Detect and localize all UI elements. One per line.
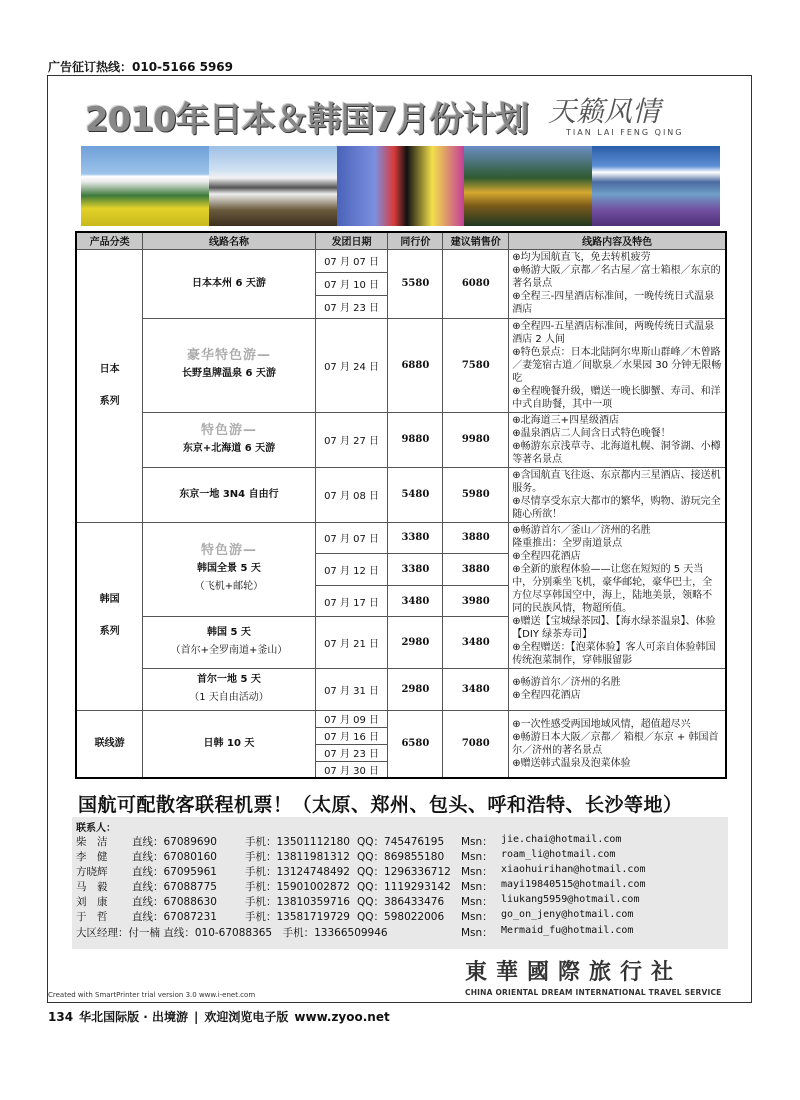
category-combo: 联线游 (76, 710, 143, 778)
contact-msn-label: Msn： (461, 836, 493, 848)
feature-line: ⊕畅游东京浅草寺、北海道札幌、洞爷湖、小樽等著名景点 (512, 440, 721, 465)
feature-line: ⊕一次性感受两国地域风情，超值超尽兴 (512, 718, 691, 730)
printer-credit: Created with SmartPrinter trial version 3.0 www.i-enet.com (48, 991, 256, 999)
depart-date: 07 月 12 日 (315, 554, 388, 586)
depart-date: 07 月 21 日 (315, 617, 388, 668)
feature-line: ⊕赠送【宝城绿茶园】、【海水绿茶温泉】、体验【DIY 绿茶寿司】 (512, 615, 716, 640)
contact-qq: QQ：745476195 (357, 836, 445, 848)
agency-name-cn: 東華國際旅行社 (465, 959, 683, 985)
contact-email[interactable]: go_on_jeny@hotmail.com (501, 909, 634, 920)
contact-mobile: 手机：13124748492 (245, 866, 350, 878)
feature-line: ⊕赠送韩式温泉及泡菜体验 (512, 757, 631, 769)
table-row (76, 249, 726, 272)
contact-msn-label: Msn： (461, 866, 493, 878)
photo-mount-fuji (81, 146, 209, 226)
route-title: 东京+北海道 6 天游 (182, 442, 276, 454)
photo-strip (81, 146, 720, 226)
route-name (143, 412, 315, 467)
feature-line: 隆重推出：全罗南道景点 (512, 537, 623, 549)
depart-date: 07 月 07 日 (315, 249, 388, 272)
manager-info: 大区经理：付一楠 直线：010-67088365 手机：13366509946 (76, 927, 388, 939)
depart-date: 07 月 23 日 (315, 744, 388, 761)
route-features (509, 412, 726, 467)
contact-name: 李 健 (76, 851, 108, 863)
route-title: 韩国 5 天 (207, 627, 251, 639)
photo-disney-castle (337, 146, 465, 226)
contact-mobile: 手机：13810359716 (245, 896, 350, 908)
route-name: 日本本州 6 天游 (143, 249, 315, 318)
route-tag: 特色游— (200, 543, 257, 559)
route-tag: 豪华特色游— (186, 348, 271, 363)
feature-line: ⊕畅游日本大阪／京都／ 箱根／东京 + 韩国首尔／济州的著名景点 (512, 731, 719, 756)
depart-date: 07 月 31 日 (315, 668, 388, 710)
trade-price: 5480 (388, 467, 443, 522)
table-row (76, 467, 726, 522)
route-title: 长野皇牌温泉 6 天游 (182, 368, 276, 379)
header-trade-price: 同行价 (388, 232, 443, 249)
route-name (143, 617, 315, 668)
contact-qq: QQ：1119293142 (357, 881, 451, 893)
trade-price: 6580 (388, 710, 443, 778)
contact-qq: QQ：386433476 (357, 896, 445, 908)
table-header (76, 232, 726, 249)
contact-email[interactable]: liukang5959@hotmail.com (501, 894, 640, 905)
suggest-price: 3880 (443, 522, 509, 554)
route-name: 日韩 10 天 (143, 710, 315, 778)
contact-mobile: 手机：13811981312 (245, 851, 350, 863)
agency-logo (465, 955, 725, 997)
route-name (143, 522, 315, 617)
feature-line: ⊕全程赠送：【泡菜体验】客人可亲自体验韩国传统泡菜制作，穿韩服留影 (512, 641, 716, 666)
trade-price: 3380 (388, 522, 443, 554)
contact-label: 联系人： (76, 823, 116, 834)
feature-line: ⊕全程晚餐升级，赠送一晚长脚蟹、寿司、和洋中式自助餐，其中一项 (512, 385, 721, 410)
contact-name: 马 毅 (76, 881, 108, 893)
contact-box (72, 817, 728, 949)
photo-fuji-lake (592, 146, 720, 226)
route-name (143, 668, 315, 710)
contact-msn-label: Msn： (461, 927, 493, 939)
contact-email[interactable]: jie.chai@hotmail.com (501, 834, 622, 845)
contact-msn-label: Msn： (461, 881, 493, 893)
table-row (76, 710, 726, 727)
page-footer (48, 1008, 390, 1025)
contact-msn-label: Msn： (461, 896, 493, 908)
route-title: 首尔一地 5 天 (197, 674, 261, 685)
route-features (509, 249, 726, 318)
footer-separator: | (193, 1009, 199, 1024)
feature-line: ⊕全程三-四星酒店标准间，一晚传统日式温泉酒店 (512, 291, 715, 315)
header-suggest-price: 建议销售价 (443, 232, 509, 249)
contact-line: 直线：67087231 (132, 911, 217, 923)
contact-line: 直线：67089690 (132, 836, 217, 848)
feature-line: ⊕畅游首尔／济州的名胜 (512, 677, 621, 688)
category-japan: 日本 系列 (76, 249, 143, 522)
trade-price: 3380 (388, 554, 443, 586)
table-row (76, 412, 726, 467)
trade-price: 3480 (388, 585, 443, 617)
route-table (75, 231, 727, 779)
route-features (509, 668, 726, 710)
route-features (509, 318, 726, 412)
trade-price: 2980 (388, 668, 443, 710)
depart-date: 07 月 09 日 (315, 710, 388, 727)
depart-date: 07 月 10 日 (315, 272, 388, 295)
table-row (76, 522, 726, 554)
depart-date: 07 月 30 日 (315, 761, 388, 778)
feature-line: ⊕全程四-五星酒店标准间，两晚传统日式温泉酒店 2 人间 (512, 320, 715, 345)
feature-line: ⊕全新的旅程体验——让您在短短的 5 天当中，分别乘坐飞机，豪华邮轮，豪华巴士，全方位尽享韩国空中，海上，陆地美景，领略不同的民族风情，物超所值。 (512, 563, 713, 614)
trade-price: 6880 (388, 318, 443, 412)
route-name (143, 318, 315, 412)
page-headline: 2010年日本＆韩国7月份计划 (85, 100, 529, 140)
brand-name: 天籁风情 (548, 95, 661, 128)
contact-mobile: 手机：15901002872 (245, 881, 350, 893)
header-route: 线路名称 (143, 232, 315, 249)
feature-line: ⊕含国航直飞往返、东京都内三星酒店、接送机服务。 (512, 469, 721, 494)
suggest-price: 3980 (443, 585, 509, 617)
suggest-price: 3480 (443, 668, 509, 710)
depart-date: 07 月 24 日 (315, 318, 388, 412)
depart-date: 07 月 17 日 (315, 585, 388, 617)
feature-line: ⊕尽情享受东京大都市的繁华，购物、游玩完全随心所欲！ (512, 495, 721, 520)
trade-price: 5580 (388, 249, 443, 318)
route-features (509, 467, 726, 522)
depart-date: 07 月 23 日 (315, 295, 388, 318)
brand-pinyin: TIAN LAI FENG QING (566, 128, 684, 137)
route-sub: （1 天自由活动） (189, 692, 269, 703)
table-row (76, 318, 726, 412)
contact-name: 柴 洁 (76, 836, 108, 848)
category-korea: 韩国 系列 (76, 522, 143, 710)
contact-email[interactable]: roam_li@hotmail.com (501, 849, 616, 860)
brand-logo (508, 90, 718, 140)
feature-line: ⊕特色景点：日本北陆阿尔卑斯山群峰／木曾路／妻笼宿古道／间歇泉／水果园 30 分钟无限畅吃 (512, 346, 722, 384)
trade-price: 9880 (388, 412, 443, 467)
contact-msn-label: Msn： (461, 851, 493, 863)
photo-osaka-castle (209, 146, 337, 226)
feature-line: ⊕畅游大阪／京都／名古屋／富士箱根／东京的著名景点 (512, 265, 721, 289)
contact-qq: QQ：869855180 (357, 851, 445, 863)
route-sub: （飞机+邮轮） (194, 581, 264, 593)
feature-line: ⊕全程四花酒店 (512, 690, 581, 701)
contact-mobile: 手机：13501112180 (245, 836, 350, 848)
ad-hotline: 广告征订热线：010-5166 5969 (48, 60, 234, 74)
suggest-price: 7080 (443, 710, 509, 778)
website-link[interactable]: www.zyoo.net (294, 1009, 390, 1024)
suggest-price: 9980 (443, 412, 509, 467)
suggest-price: 6080 (443, 249, 509, 318)
feature-line: ⊕北海道三+四星级酒店 (512, 414, 619, 426)
suggest-price: 7580 (443, 318, 509, 412)
contact-line: 直线：67088630 (132, 896, 217, 908)
header-category: 产品分类 (76, 232, 143, 249)
header-date: 发团日期 (315, 232, 388, 249)
route-sub: （首尔+全罗南道+釜山） (170, 645, 288, 657)
contact-mobile: 手机：13581719729 (245, 911, 350, 923)
footer-slogan: 欢迎浏览电子版 (204, 1010, 289, 1024)
page-number: 134 (48, 1009, 74, 1024)
depart-date: 07 月 08 日 (315, 467, 388, 522)
contact-qq: QQ：598022006 (357, 911, 445, 923)
airfare-banner: 国航可配散客联程机票！（太原、郑州、包头、呼和浩特、长沙等地） (78, 794, 683, 816)
contact-email[interactable]: mayi19840515@hotmail.com (501, 879, 646, 890)
contact-msn-label: Msn： (461, 911, 493, 923)
trade-price: 2980 (388, 617, 443, 668)
contact-qq: QQ：1296336712 (357, 866, 451, 878)
publication-name: 华北国际版 · 出境游 (79, 1010, 188, 1024)
contact-name: 方晓辉 (76, 866, 108, 878)
contact-line: 直线：67088775 (132, 881, 217, 893)
depart-date: 07 月 16 日 (315, 727, 388, 744)
suggest-price: 3880 (443, 554, 509, 586)
feature-line: ⊕温泉酒店二人间含日式特色晚餐！ (512, 427, 671, 439)
contact-name: 于 哲 (76, 911, 108, 923)
route-name: 东京一地 3N4 自由行 (143, 467, 315, 522)
suggest-price: 3480 (443, 617, 509, 668)
table-row (76, 668, 726, 710)
route-features (509, 710, 726, 778)
route-features (509, 522, 726, 668)
agency-name-en: CHINA ORIENTAL DREAM INTERNATIONAL TRAVEL SERVICE (465, 988, 722, 997)
header-features: 线路内容及特色 (509, 232, 726, 249)
feature-line: ⊕畅游首尔／釜山／济州的名胜 (512, 524, 651, 536)
contact-line: 直线：67095961 (132, 866, 217, 878)
depart-date: 07 月 07 日 (315, 522, 388, 554)
route-title: 韩国全景 5 天 (197, 563, 261, 575)
depart-date: 07 月 27 日 (315, 412, 388, 467)
feature-line: ⊕均为国航直飞，免去转机疲劳 (512, 252, 651, 263)
contact-line: 直线：67080160 (132, 851, 217, 863)
contact-name: 刘 康 (76, 896, 108, 908)
route-tag: 特色游— (200, 422, 257, 438)
contact-email[interactable]: xiaohuirihan@hotmail.com (501, 864, 646, 875)
photo-golden-pavilion (464, 146, 592, 226)
suggest-price: 5980 (443, 467, 509, 522)
feature-line: ⊕全程四花酒店 (512, 550, 581, 562)
contact-email[interactable]: Mermaid_fu@hotmail.com (501, 925, 634, 936)
